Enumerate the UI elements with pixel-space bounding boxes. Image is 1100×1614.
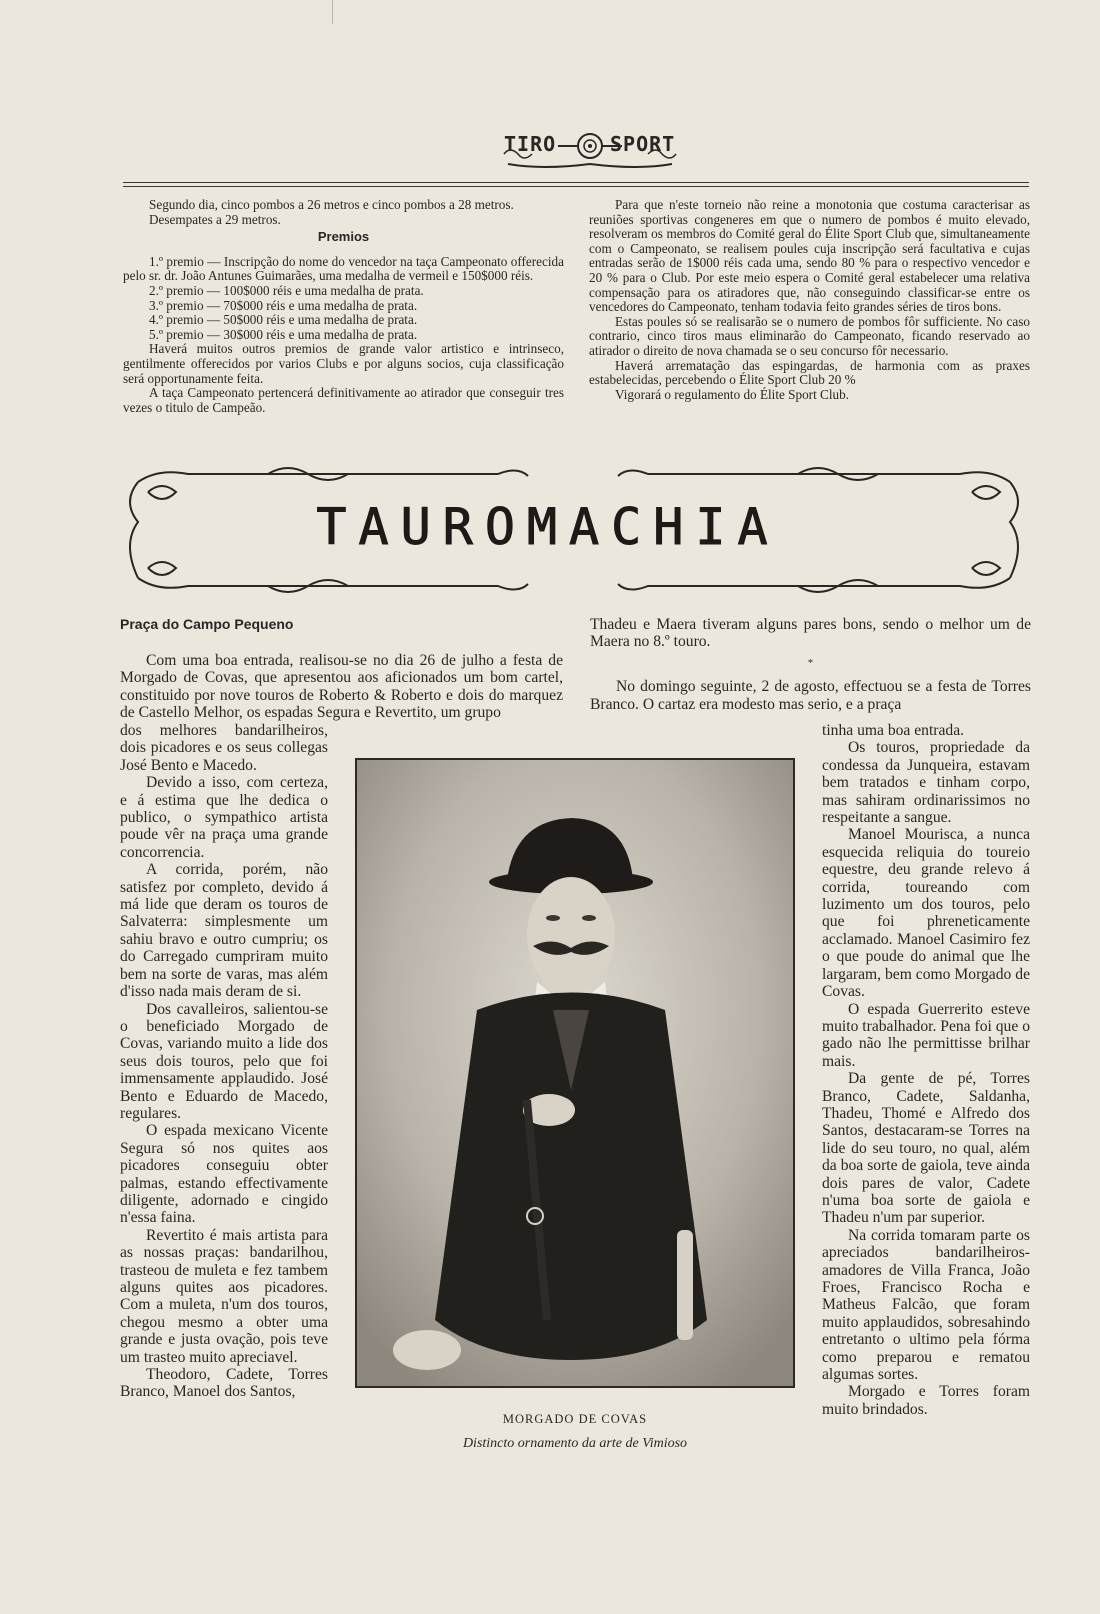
section-heading: TAUROMACHIA (316, 498, 780, 556)
paragraph: Na corrida tomaram parte os apreciados bandarilheiros-amadores de Villa Franca, João Froes, Francisco Rocha e Matheus Falcão, que foram muito applaudidos, sobresahindo entretanto o ultimo pela fórma como preparou e rematou algumas sortes. (822, 1226, 1030, 1384)
masthead-left-word: TIRO (504, 132, 557, 156)
portrait-photo (355, 758, 795, 1388)
paragraph: Estas poules só se realisarão se o numero de pombos fôr sufficiente. No caso contrario, cinco tiros maus eliminarão do Campeonato, ficando reservado ao atirador o direito de nova chamada se o seu concurso fôr necessario. (589, 313, 1030, 358)
paragraph: Thadeu e Maera tiveram alguns pares bons, sendo o melhor um de Maera no 8.º touro. (590, 616, 1031, 651)
paragraph: A taça Campeonato pertencerá definitivamente ao atirador que conseguir tres vezes o titulo de Campeão. (123, 385, 564, 415)
paragraph: tinha uma boa entrada. (822, 722, 965, 739)
section-subheading: Praça do Campo Pequeno (120, 616, 294, 632)
paragraph: Haverá muitos outros premios de grande valor artistico e intrinseco, gentilmente offerecidos por varios Clubs e por alguns socios, cuja classificação será opportunamente feita. (123, 341, 564, 386)
article-right-top (590, 616, 1031, 713)
paragraph: O espada Guerrerito esteve muito trabalhador. Pena foi que o gado não lhe permittisse brilhar mais. (822, 1000, 1030, 1070)
header-rule-top (123, 182, 1029, 183)
page-fold-mark (332, 0, 333, 24)
article-left-column (120, 722, 328, 1401)
paragraph: 3.º premio — 70$000 réis e uma medalha de prata. (149, 297, 418, 313)
paragraph: Haverá arrematação das espingardas, de harmonia com as praxes estabelecidas, percebendo o Élite Sport Club 20 % (589, 357, 1030, 388)
masthead-right-word: SPORT (610, 132, 676, 156)
article-right-column (822, 722, 1030, 1418)
paragraph: Manoel Mourisca, a nunca esquecida reliquia do toureio equestre, deu grande relevo á corrida, toureando com luzimento um dos touros, pelo que foi phreneticamente acclamado. Manoel Casimiro fez o que poude do animal que lhe largaram, bem como Morgado de Covas. (822, 826, 1030, 1001)
paragraph: Morgado e Torres foram muito brindados. (822, 1383, 1030, 1418)
paragraph: 5.º premio — 30$000 réis e uma medalha de prata. (149, 326, 418, 342)
paragraph: 1.º premio — Inscripção do nome do vencedor na taça Campeonato offerecida pelo sr. dr. João Antunes Guimarães, uma medalha de vermeil e 150$000 réis. (123, 253, 564, 284)
article-intro-paragraph: Com uma boa entrada, realisou-se no dia 26 de julho a festa de Morgado de Covas, que apresentou aos aficionados um bom cartel, constituido por nove touros de Roberto & Roberto e dois do marquez de Castello Melhor, os espadas Segura e Revertito, um grupo (120, 652, 563, 722)
header-rule-bottom (123, 186, 1029, 187)
paragraph: Revertito é mais artista para as nossas praças: bandarilhou, trasteou de muleta e fez tambem alguns quites aos picadores. Com a muleta, n'um dos touros, chegou mesmo a obter uma grande e justa ovação, pois teve um trasteo muito apreciavel. (120, 1226, 328, 1366)
premios-heading: Premios (317, 229, 370, 245)
paragraph: Vigorará o regulamento do Élite Sport Club. (615, 386, 849, 402)
paragraph: dos melhores bandarilheiros, dois picadores e os seus collegas José Bento e Macedo. (120, 722, 328, 774)
paragraph: Desempates a 29 metros. (149, 211, 281, 227)
paragraph: 4.º premio — 50$000 réis e uma medalha de prata. (149, 312, 418, 328)
paragraph: Segundo dia, cinco pombos a 26 metros e cinco pombos a 28 metros. (149, 197, 514, 212)
separator-asterisk: * (807, 656, 814, 669)
paragraph: 2.º premio — 100$000 réis e uma medalha de prata. (149, 282, 424, 298)
paragraph: Theodoro, Cadete, Torres Branco, Manoel dos Santos, (120, 1366, 328, 1401)
top-left-column (123, 198, 564, 415)
paragraph: Devido a isso, com certeza, e á estima que lhe dedica o publico, o sympathico artista poude vêr na praça uma grande concorrencia. (120, 774, 328, 861)
paragraph: Da gente de pé, Torres Branco, Cadete, Saldanha, Thadeu, Thomé e Alfredo dos Santos, destacaram-se Torres na lide do seu touro, no qual, além da boa sorte de gaiola, teve ainda dois pares de valor, Cadete n'uma boa sorte de gaiola e Thadeu n'um par superior. (822, 1070, 1030, 1227)
photo-caption-name: MORGADO DE COVAS (502, 1412, 648, 1426)
paragraph: No domingo seguinte, 2 de agosto, effectuou se a festa de Torres Branco. O cartaz era modesto mas serio, e a praça (590, 678, 1031, 713)
paragraph: A corrida, porém, não satisfez por completo, devido á má lide que deram os touros de Salvaterra: simplesmente um sahiu bravo e outro cumpriu; os do Carregado cumpriram muito bem na sorte de varas, mas além d'isso nada mais deram de si. (120, 861, 328, 1001)
paragraph: Para que n'este torneio não reine a monotonia que costuma caracterisar as reuniões sportivas congeneres em que o numero de pombos é muito elevado, resolveram os membros do Comité geral do Élite Sport Club que, simultaneamente com o Campeonato, se realisem poules cuja inscripção será facultativa e cujas entradas serão de 1$000 réis cada uma, sendo 80 % para o respectivo vencedor e 20 % para o Club. Por este meio espera o Comité geral estabelecer uma relativa compensação para os atiradores que, não conseguindo classificar-se entre os vencedores do Campeonato, tenham todavia feito grandes séries de tiros bons. (589, 197, 1030, 315)
paragraph: Dos cavalleiros, salientou-se o beneficiado Morgado de Covas, variando muito a lide dos seus dois touros, pelo que foi immensamente applaudido. José Bento e Eduardo de Macedo, regulares. (120, 1000, 328, 1122)
photo-caption-description: Distincto ornamento da arte de Vimioso (462, 1436, 688, 1451)
paragraph: O espada mexicano Vicente Segura só nos quites aos picadores conseguiu obter palmas, estando effectivamente diligente, adornado e cingido n'essa faina. (120, 1122, 328, 1227)
top-right-column (589, 198, 1030, 402)
paragraph: Os touros, propriedade da condessa da Junqueira, estavam bem tratados e tinham corpo, mas sahiram ordinarissimos no respeitante a sangue. (822, 739, 1030, 827)
portrait-illustration (357, 760, 793, 1386)
